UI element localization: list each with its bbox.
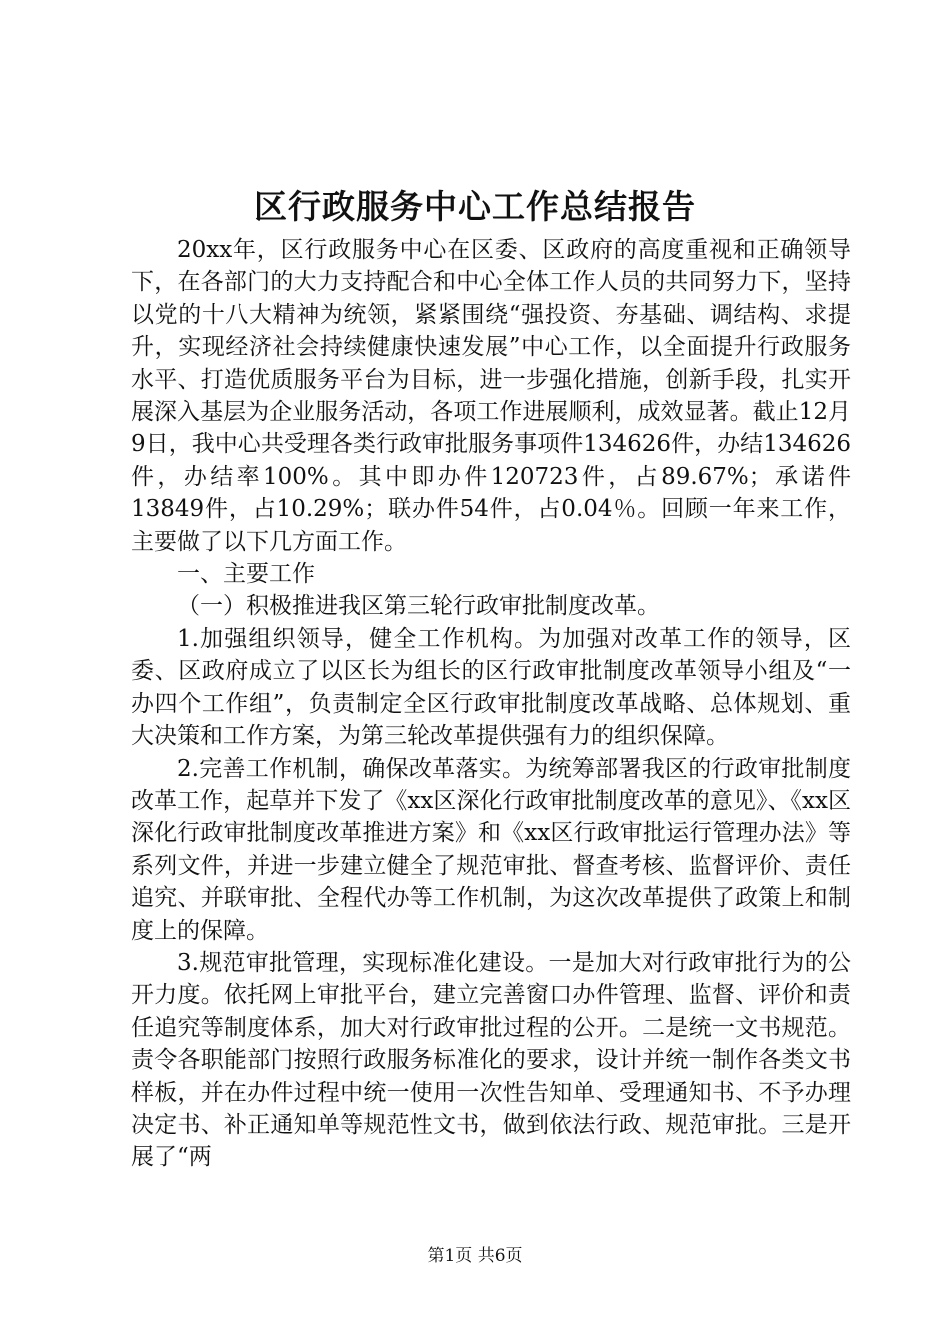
section-heading-main-work: 一、主要工作 (177, 561, 315, 588)
paragraph-item-1: 1.加强组织领导，健全工作机构。为加强对改革工作的领导，区委、区政府成立了以区长为组长的区行政审批制度改革领导小组及“一办四个工作组”，负责制定全区行政审批制度改革战略、总体规划、重大决策和工作方案，为第三轮改革提供强有力的组织保障。 (131, 625, 851, 750)
page-footer: 第1页 共6页 (427, 1246, 523, 1266)
paragraph-intro: 20xx年，区行政服务中心在区委、区政府的高度重视和正确领导下，在各部门的大力支持配合和中心全体工作人员的共同努力下，坚持以党的十八大精神为统领，紧紧围绕“强投资、夯基础、调结构、求提升，实现经济社会持续健康快速发展”中心工作，以全面提升行政服务水平、打造优质服务平台为目标，进一步强化措施，创新手段，扎实开展深入基层为企业服务活动，各项工作进展顺利，成效显著。截止12月9日，我中心共受理各类行政审批服务事项件134626件，办结134626件，办结率100%。其中即办件120723件，占89.67%；承诺件13849件，占10.29%；联办件54件，占0.04％。回顾一年来工作，主要做了以下几方面工作。 (131, 237, 851, 555)
document-body (131, 234, 851, 1174)
paragraph-item-2: 2.完善工作机制，确保改革落实。为统筹部署我区的行政审批制度改革工作，起草并下发了《xx区深化行政审批制度改革的意见》、《xx区深化行政审批制度改革推进方案》和《xx区行政审批运行管理办法》等系列文件，并进一步建立健全了规范审批、督查考核、监督评价、责任追究、并联审批、全程代办等工作机制，为这次改革提供了政策上和制度上的保障。 (131, 755, 851, 944)
paragraph-item-3: 3.规范审批管理，实现标准化建设。一是加大对行政审批行为的公开力度。依托网上审批平台，建立完善窗口办件管理、监督、评价和责任追究等制度体系，加大对行政审批过程的公开。二是统一文书规范。责令各职能部门按照行政服务标准化的要求，设计并统一制作各类文书样板，并在办件过程中统一使用一次性告知单、受理通知书、不予办理决定书、补正通知单等规范性文书，做到依法行政、规范审批。三是开展了“两 (131, 949, 851, 1171)
subsection-heading-reform: （一）积极推进我区第三轮行政审批制度改革。 (177, 593, 660, 620)
document-title: 区行政服务中心工作总结报告 (254, 187, 696, 226)
